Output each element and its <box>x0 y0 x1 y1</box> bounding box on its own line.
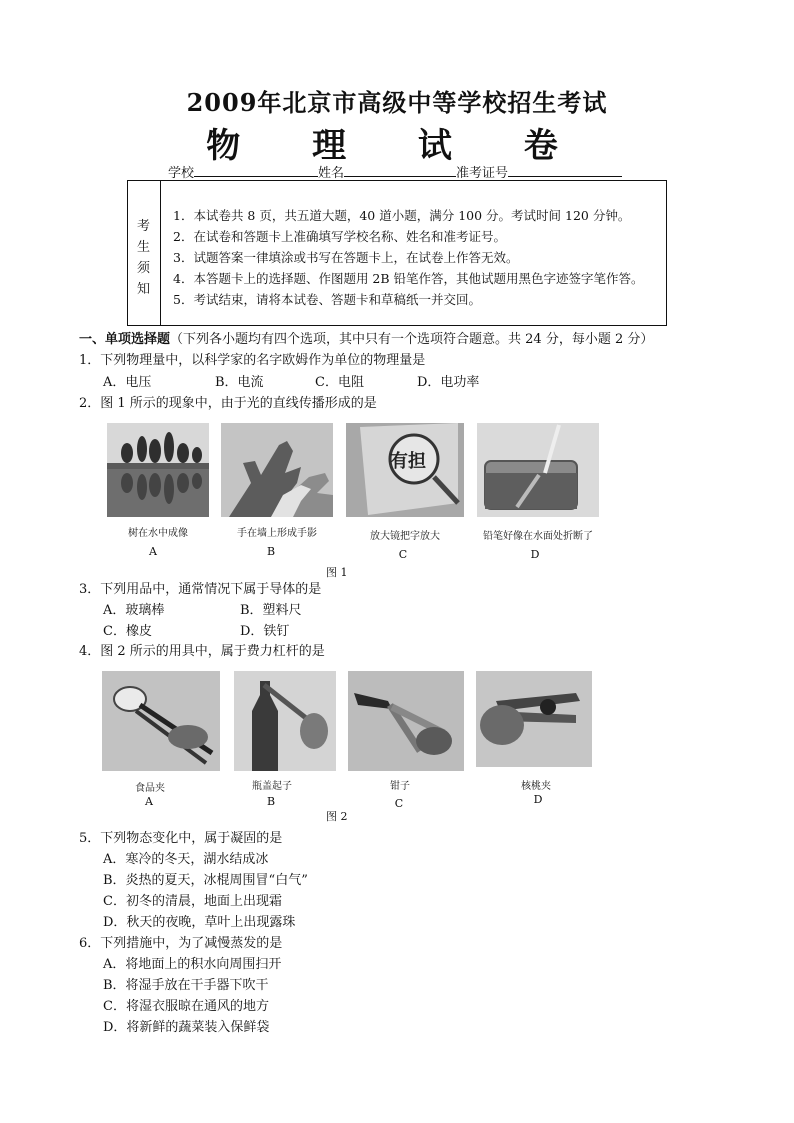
id-label: 准考证号 <box>456 166 509 181</box>
school-label: 学校 <box>168 166 195 181</box>
q5-option-c[interactable]: C．初冬的清晨，地面上出现霜 <box>103 894 282 909</box>
photo-tree-reflection[interactable] <box>107 423 209 517</box>
fig1-letter-c[interactable]: C <box>398 548 408 561</box>
fig2-caption-c: 钳子 <box>390 781 410 792</box>
q6-option-d[interactable]: D．将新鲜的蔬菜装入保鲜袋 <box>103 1020 270 1035</box>
bottle-opener-image <box>234 671 336 771</box>
fig2-caption-d: 核桃夹 <box>521 781 551 792</box>
subject-title: 物 理 试 卷 <box>206 126 588 166</box>
q6-option-a[interactable]: A．将地面上的积水向周围扫开 <box>103 957 282 972</box>
notice-item: 5．考试结束，请将本试卷、答题卡和草稿纸一并交回。 <box>173 292 481 307</box>
notice-item: 3．试题答案一律填涂或书写在答题卡上，在试卷上作答无效。 <box>173 250 519 265</box>
fig2-caption-b: 瓶盖起子 <box>252 781 292 792</box>
q5-option-d[interactable]: D．秋天的夜晚，草叶上出现露珠 <box>103 915 296 930</box>
q1-option-a[interactable]: A．电压 <box>103 375 152 390</box>
photo-bottle-opener[interactable] <box>234 671 336 771</box>
photo-food-tongs[interactable] <box>102 671 220 771</box>
q1-option-d[interactable]: D．电功率 <box>417 375 480 390</box>
notice-item: 4．本答题卡上的选择题、作图题用 2B 铅笔作答，其他试题用黑色字迹签字笔作答。 <box>173 271 644 286</box>
magnifier-text: 有担 <box>390 451 426 472</box>
fig1-caption-d: 铅笔好像在水面处折断了 <box>483 531 593 542</box>
notice-heading <box>128 181 161 325</box>
q5-option-a[interactable]: A．寒冷的冬天，湖水结成冰 <box>103 852 269 867</box>
q1-option-c[interactable]: C．电阻 <box>315 375 364 390</box>
notice-item: 1．本试卷共 8 页，共五道大题，40 道小题，满分 100 分。考试时间 120 分钟。 <box>173 208 631 223</box>
question-3-stem: 3．下列用品中，通常情况下属于导体的是 <box>79 582 322 597</box>
fig2-caption-a: 食品夹 <box>135 783 165 794</box>
figure-1-label: 图 1 <box>326 566 348 579</box>
question-5-stem: 5．下列物态变化中，属于凝固的是 <box>79 831 283 846</box>
photo-magnifier[interactable] <box>346 423 464 517</box>
q6-option-c[interactable]: C．将湿衣服晾在通风的地方 <box>103 999 269 1014</box>
fig2-letter-a[interactable]: A <box>145 795 153 808</box>
q3-option-c[interactable]: C．橡皮 <box>103 624 152 639</box>
notice-heading-char: 知 <box>137 282 151 297</box>
id-blank[interactable] <box>508 163 622 177</box>
fig1-letter-b[interactable]: B <box>266 545 276 558</box>
q3-option-a[interactable]: A．玻璃棒 <box>103 603 165 618</box>
photo-pencil-in-water[interactable] <box>477 423 599 517</box>
exam-title: 2009年北京市高级中等学校招生考试 <box>186 88 608 117</box>
section-heading <box>79 328 653 347</box>
figure-2-label: 图 2 <box>326 810 348 823</box>
food-tongs-image <box>102 671 220 771</box>
tree-reflection-image <box>107 423 209 517</box>
notice-heading-char: 须 <box>137 261 151 276</box>
notice-heading-char: 生 <box>137 240 151 255</box>
fig2-letter-d[interactable]: D <box>533 793 543 806</box>
candidate-info-line <box>168 162 622 181</box>
question-4-stem: 4．图 2 所示的用具中，属于费力杠杆的是 <box>79 644 325 659</box>
fig1-caption-a: 树在水中成像 <box>128 528 188 539</box>
question-6-stem: 6．下列措施中，为了减慢蒸发的是 <box>79 936 283 951</box>
nutcracker-image <box>476 671 592 767</box>
notice-list <box>173 205 644 310</box>
school-blank[interactable] <box>194 163 318 177</box>
q3-option-d[interactable]: D．铁钉 <box>240 624 290 639</box>
question-2-stem: 2．图 1 所示的现象中，由于光的直线传播形成的是 <box>79 396 377 411</box>
photo-hand-shadow[interactable] <box>221 423 333 517</box>
fig1-letter-a[interactable]: A <box>149 545 157 558</box>
name-label: 姓名 <box>318 166 345 181</box>
section-title: 一、单项选择题 <box>79 332 171 347</box>
name-blank[interactable] <box>344 163 456 177</box>
photo-nutcracker[interactable] <box>476 671 592 767</box>
candidate-notice-box <box>127 180 667 326</box>
pencil-in-water-image <box>477 423 599 517</box>
q3-option-b[interactable]: B．塑料尺 <box>240 603 302 618</box>
fig1-letter-d[interactable]: D <box>530 548 540 561</box>
q5-option-b[interactable]: B．炎热的夏天，冰棍周围冒“白气” <box>103 873 308 888</box>
hand-shadow-image <box>221 423 333 517</box>
pliers-image <box>348 671 464 771</box>
notice-item: 2．在试卷和答题卡上准确填写学校名称、姓名和准考证号。 <box>173 229 506 244</box>
question-1-stem: 1．下列物理量中，以科学家的名字欧姆作为单位的物理量是 <box>79 353 426 368</box>
notice-heading-char: 考 <box>137 219 151 234</box>
photo-pliers[interactable] <box>348 671 464 771</box>
q1-option-b[interactable]: B．电流 <box>215 375 264 390</box>
fig1-caption-c: 放大镜把字放大 <box>370 531 440 542</box>
magnifier-image <box>346 423 464 517</box>
fig2-letter-c[interactable]: C <box>394 797 404 810</box>
q6-option-b[interactable]: B．将湿手放在干手器下吹干 <box>103 978 269 993</box>
fig1-caption-b: 手在墙上形成手影 <box>237 528 317 539</box>
section-note: （下列各小题均有四个选项，其中只有一个选项符合题意。共 24 分，每小题 2 分） <box>170 332 654 347</box>
fig2-letter-b[interactable]: B <box>266 795 276 808</box>
